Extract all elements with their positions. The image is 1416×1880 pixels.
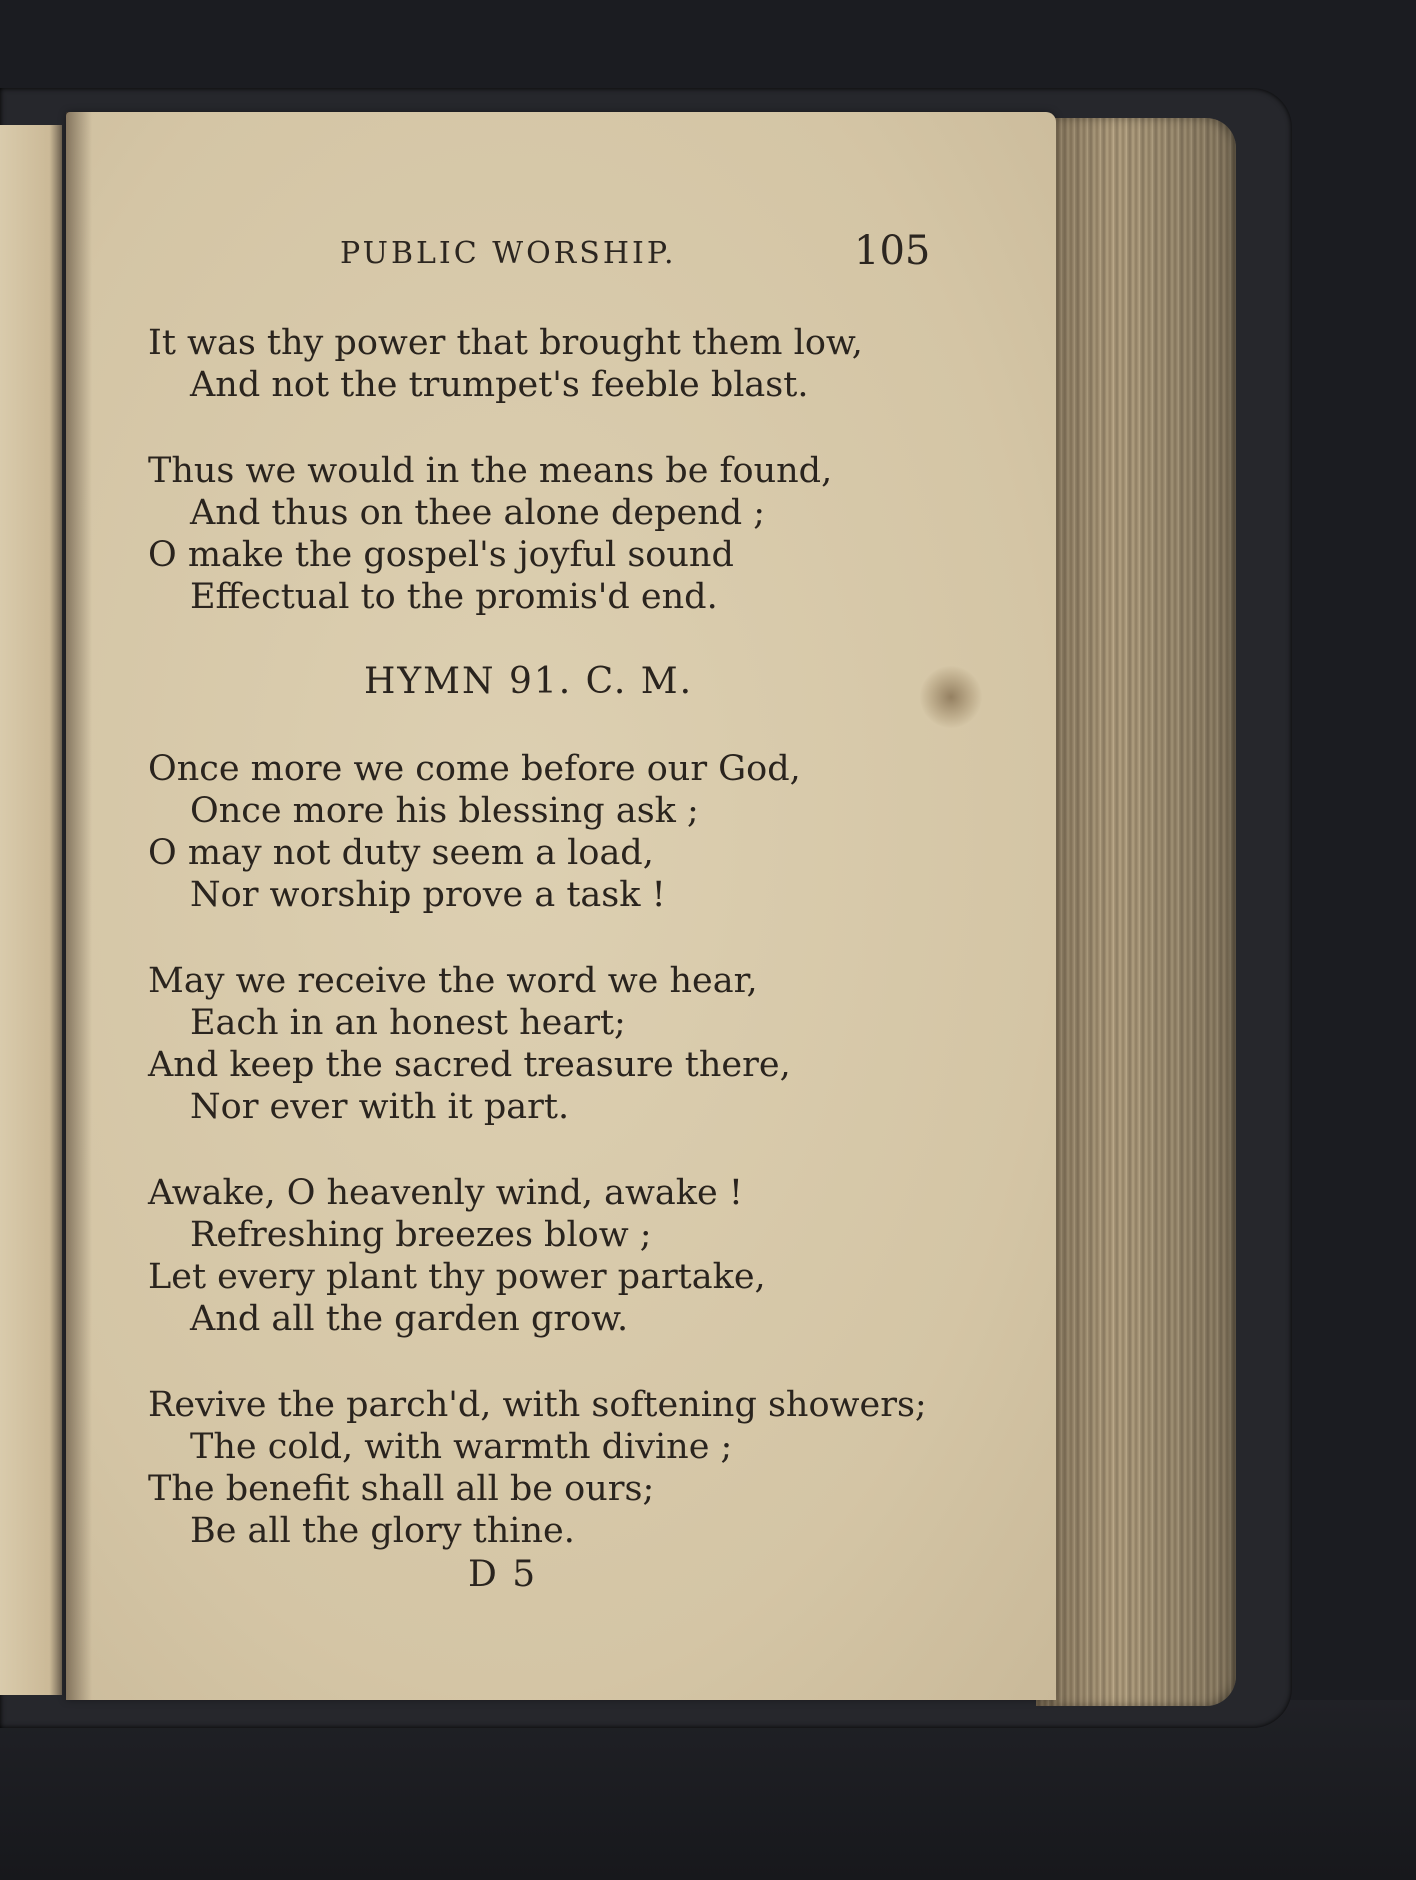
hymn-title: HYMN 91. C. M. xyxy=(364,661,694,702)
page-edges-shadow xyxy=(1036,118,1236,1706)
left-page-edge xyxy=(0,125,62,1695)
verse-line: Be all the glory thine. xyxy=(190,1511,575,1551)
verse-line: The benefit shall all be ours; xyxy=(148,1469,655,1509)
page-number: 105 xyxy=(854,228,931,274)
signature-mark: D 5 xyxy=(468,1554,538,1595)
verse-line: And all the garden grow. xyxy=(190,1299,629,1339)
verse-line: Revive the parch'd, with softening showers; xyxy=(148,1385,927,1425)
verse-line: And keep the sacred treasure there, xyxy=(148,1045,791,1085)
verse-line: Awake, O heavenly wind, awake ! xyxy=(148,1173,743,1213)
verse-line: Once more we come before our God, xyxy=(148,749,801,789)
verse-line: Refreshing breezes blow ; xyxy=(190,1215,652,1255)
verse-line: Effectual to the promis'd end. xyxy=(190,577,718,617)
verse-line: O make the gospel's joyful sound xyxy=(148,535,734,575)
running-title: PUBLIC WORSHIP. xyxy=(340,236,677,271)
verse-line: Nor worship prove a task ! xyxy=(190,875,666,915)
verse-line: May we receive the word we hear, xyxy=(148,961,758,1001)
verse-line: The cold, with warmth divine ; xyxy=(190,1427,733,1467)
verse-line: Once more his blessing ask ; xyxy=(190,791,699,831)
hymn-text xyxy=(148,322,988,1552)
verse-line: Nor ever with it part. xyxy=(190,1087,570,1127)
page-header xyxy=(340,228,940,272)
gutter-shadow xyxy=(66,112,92,1700)
verse-line: It was thy power that brought them low, xyxy=(148,323,863,363)
verse-line: And not the trumpet's feeble blast. xyxy=(190,365,809,405)
verse-line: Let every plant thy power partake, xyxy=(148,1257,766,1297)
verse-line: Thus we would in the means be found, xyxy=(148,451,833,491)
verse-line: O may not duty seem a load, xyxy=(148,833,654,873)
verse-line: Each in an honest heart; xyxy=(190,1003,626,1043)
verse-line: And thus on thee alone depend ; xyxy=(190,493,766,533)
